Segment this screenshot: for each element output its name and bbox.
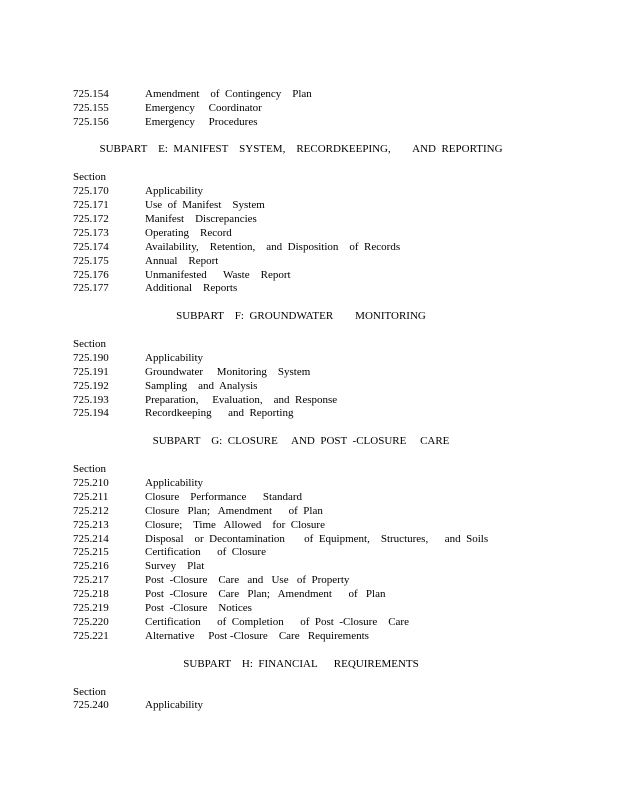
section-title: Closure; Time Allowed for Closure (145, 519, 325, 531)
subpart-e-heading: SUBPART E: MANIFEST SYSTEM, RECORDKEEPING, AND REPORTING (99, 143, 503, 155)
section-title: Survey Plat (145, 560, 205, 572)
section-number: 725.218 (73, 588, 109, 600)
section-title: Annual Report (145, 255, 219, 267)
section-title: Applicability (145, 477, 204, 489)
subpart-g-heading: SUBPART G: CLOSURE AND POST -CLOSURE CARE (152, 435, 450, 447)
section-title: Disposal or Decontamination of Equipment, Structures, and Soils (145, 533, 489, 545)
toc-row (73, 601, 252, 615)
toc-row (73, 698, 203, 712)
section-title: Unmanifested Waste Report (145, 269, 291, 281)
section-title: Certification of Completion of Post -Closure Care (145, 616, 409, 628)
toc-row (73, 268, 291, 282)
section-number: 725.155 (73, 102, 109, 114)
section-title: Post -Closure Care and Use of Property (145, 574, 350, 586)
section-title: Closure Plan; Amendment of Plan (145, 505, 323, 517)
section-number: 725.170 (73, 185, 109, 197)
section-number: 725.174 (73, 241, 109, 253)
toc-row (73, 615, 409, 629)
section-number: 725.219 (73, 602, 109, 614)
section-label: Section (73, 686, 106, 698)
subpart-h-heading: SUBPART H: FINANCIAL REQUIREMENTS (183, 658, 419, 670)
section-title: Manifest Discrepancies (145, 213, 257, 225)
section-number: 725.216 (73, 560, 109, 572)
section-label: Section (73, 463, 106, 475)
toc-row (73, 629, 369, 643)
section-title: Alternative Post -Closure Care Requirements (145, 630, 369, 642)
section-number: 725.172 (73, 213, 109, 225)
section-number: 725.210 (73, 477, 109, 489)
toc-row (73, 351, 203, 365)
section-number: 725.213 (73, 519, 109, 531)
section-number: 725.176 (73, 269, 109, 281)
section-title: Closure Performance Standard (145, 491, 303, 503)
section-title: Post -Closure Notices (145, 602, 252, 614)
toc-row (73, 573, 349, 587)
toc-row (73, 545, 266, 559)
toc-row (73, 490, 302, 504)
section-title: Availability, Retention, and Disposition of Records (145, 241, 401, 253)
toc-row (73, 240, 400, 254)
section-number: 725.171 (73, 199, 109, 211)
section-title: Applicability (145, 699, 204, 711)
toc-row (73, 226, 232, 240)
toc-row (73, 559, 204, 573)
toc-row (73, 212, 257, 226)
toc-row (73, 254, 218, 268)
section-number: 725.221 (73, 630, 109, 642)
section-number: 725.192 (73, 380, 109, 392)
section-number: 725.220 (73, 616, 109, 628)
toc-row (73, 379, 257, 393)
section-title: Preparation, Evaluation, and Response (145, 394, 338, 406)
toc-row (73, 184, 203, 198)
toc-row (73, 393, 337, 407)
toc-row (73, 115, 258, 129)
toc-row (73, 87, 312, 101)
section-number: 725.211 (73, 491, 109, 503)
section-number: 725.194 (73, 407, 109, 419)
section-number: 725.240 (73, 699, 109, 711)
section-title: Sampling and Analysis (145, 380, 258, 392)
section-number: 725.175 (73, 255, 109, 267)
section-number: 725.177 (73, 282, 109, 294)
section-number: 725.191 (73, 366, 109, 378)
section-number: 725.215 (73, 546, 109, 558)
toc-row (73, 365, 310, 379)
section-title: Groundwater Monitoring System (145, 366, 311, 378)
section-number: 725.154 (73, 88, 109, 100)
toc-row (73, 532, 488, 546)
toc-row (73, 281, 237, 295)
section-number: 725.190 (73, 352, 109, 364)
section-label: Section (73, 338, 106, 350)
section-label: Section (73, 171, 106, 183)
section-title: Recordkeeping and Reporting (145, 407, 294, 419)
section-number: 725.193 (73, 394, 109, 406)
section-title: Emergency Coordinator (145, 102, 262, 114)
section-title: Emergency Procedures (145, 116, 258, 128)
toc-row (73, 406, 293, 420)
section-number: 725.173 (73, 227, 109, 239)
section-title: Additional Reports (145, 282, 238, 294)
toc-row (73, 518, 325, 532)
section-number: 725.212 (73, 505, 109, 517)
toc-row (73, 101, 262, 115)
section-number: 725.156 (73, 116, 109, 128)
section-title: Use of Manifest System (145, 199, 265, 211)
subpart-f-heading: SUBPART F: GROUNDWATER MONITORING (176, 310, 426, 322)
section-title: Applicability (145, 352, 204, 364)
section-number: 725.217 (73, 574, 109, 586)
section-title: Post -Closure Care Plan; Amendment of Plan (145, 588, 386, 600)
section-number: 725.214 (73, 533, 109, 545)
section-title: Amendment of Contingency Plan (145, 88, 312, 100)
section-title: Certification of Closure (145, 546, 266, 558)
section-title: Operating Record (145, 227, 232, 239)
toc-row (73, 504, 323, 518)
toc-row (73, 476, 203, 490)
toc-row (73, 587, 385, 601)
toc-row (73, 198, 265, 212)
section-title: Applicability (145, 185, 204, 197)
